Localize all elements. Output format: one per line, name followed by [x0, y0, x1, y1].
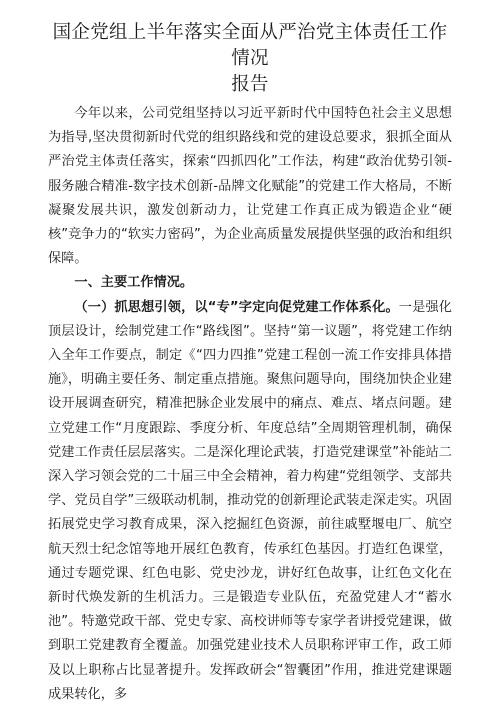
subsection-heading-ideology: （一）抓思想引领，以“专”字定向促党建工作体系化。 — [74, 299, 399, 315]
document-title-line-2: 报告 — [231, 74, 269, 95]
document-title — [48, 20, 452, 98]
document-title-line-1: 国企党组上半年落实全面从严治党主体责任工作情况 — [52, 22, 448, 69]
subsection-body-ideology: 一是强化顶层设计，绘制党建工作“路线图”。坚持“第一议题”，将党建工作纳入全年工作要点，制定《“四力四推”党建工程创一流工作安排具体措施》，明确主要任务、制定重点措施。聚焦问题导向，围绕加快企业建设开展调查研究，精准把脉企业发展中的痛点、难点、堵点问题。建立党建工作“月度跟踪、季度分析、年度总结”全周期管理机制，确保党建工作责任层层落实。二是深化理论武装，打造党建课堂”补能站二深入学习领会党的二十届三中全会精神，着力构建“党组领学、支部共学、党员自学”三级联动机制，推动党的创新理论武装走深走实。巩固拓展党史学习教育成果，深入挖掘红色资源，前往戚墅堰电厂、航空航天烈士纪念馆等地开展红色教育，传承红色基因。打造红色课堂，通过专题党课、红色电影、党史沙龙，讲好红色故事，让红色文化在新时代焕发新的生机活力。三是锻造专业队伍，充盈党建人才“蓄水池”。特邀党政干部、党史专家、高校讲师等专家学者讲授党建课，做到职工党建教育全覆盖。加强党建业技术人员职称评审工作，政工师及以上职称占比显著提升。发挥政研会“智囊团”作用，推进党建课题成果转化，多 — [48, 299, 452, 702]
intro-paragraph: 今年以来，公司党组坚持以习近平新时代中国特色社会主义思想为指导,坚决贯彻新时代党的组织路线和党的建设总要求，狠抓全面从严治党主体责任落实，探索“四抓四化”工作法，构建“政治优势引领-服务融合精准-数字技术创新-品牌文化赋能”的党建工作大格局，不断凝聚发展共识，激发创新动力，让党建工作真正成为锻造企业“硬核”竞争力的“软实力密码”，为企业高质量发展提供坚强的政治和组织保障。 — [48, 106, 452, 267]
subsection-paragraph-ideology — [48, 296, 452, 707]
section-heading-main-work: 一、主要工作情况。 — [74, 275, 194, 291]
